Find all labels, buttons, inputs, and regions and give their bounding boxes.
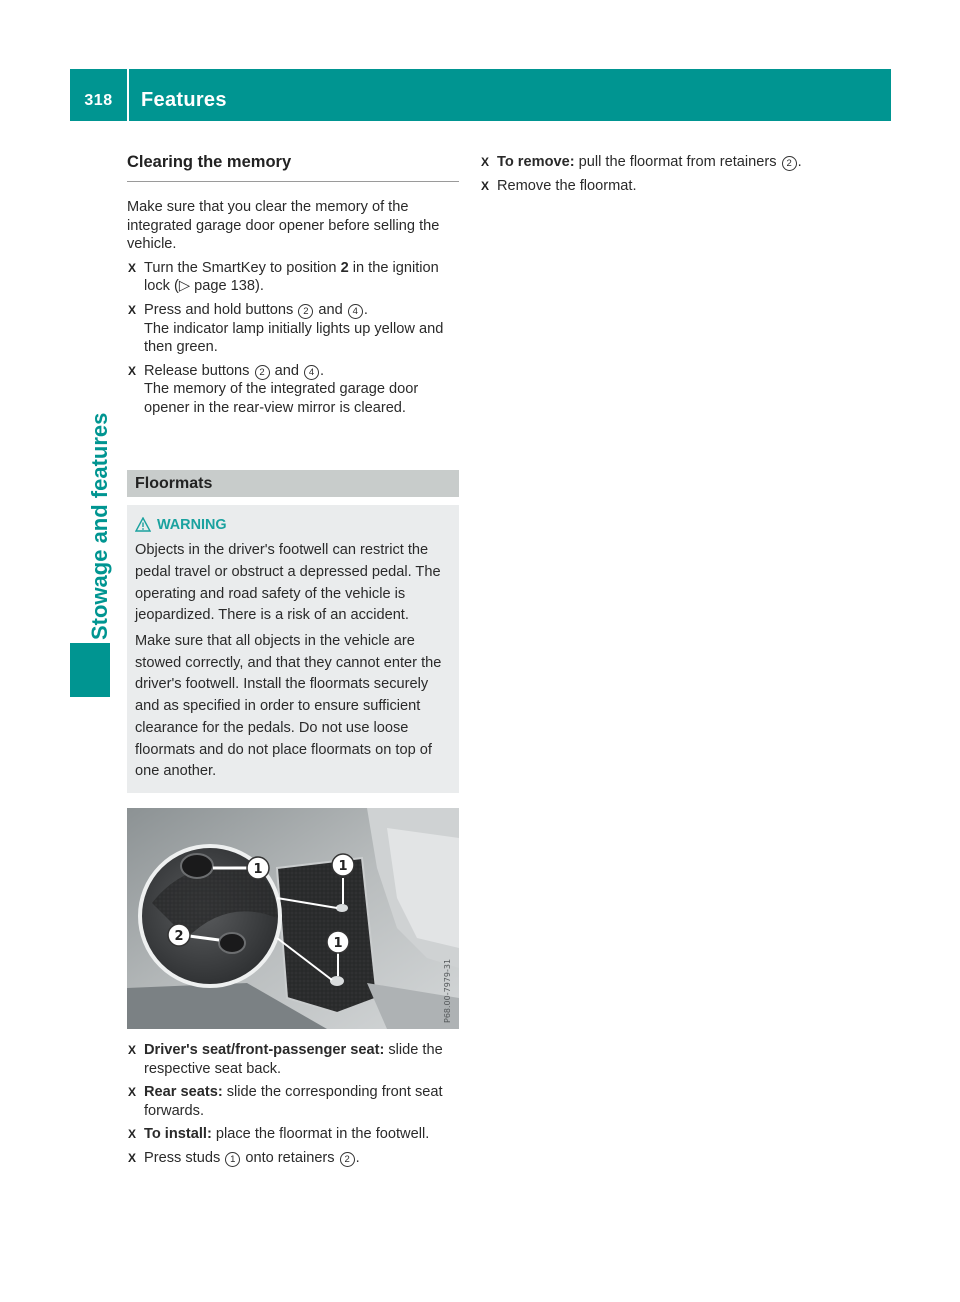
svg-text:2: 2 bbox=[174, 928, 184, 944]
svg-text:1: 1 bbox=[253, 861, 263, 877]
step-arrow-icon: X bbox=[128, 1150, 137, 1165]
clearing-step-2: X Press and hold buttons 2 and 4 . The indicator lamp initially lights up yellow and then green. bbox=[128, 301, 444, 356]
svg-text:1: 1 bbox=[338, 858, 348, 874]
remove-step-2: X Remove the floormat. bbox=[481, 177, 637, 194]
warning-header bbox=[135, 515, 451, 537]
warning-triangle-icon bbox=[135, 517, 151, 532]
left-column bbox=[127, 150, 459, 1168]
callout-number: 2 bbox=[255, 365, 270, 380]
floormat-illustration bbox=[127, 808, 459, 1029]
step-arrow-icon: X bbox=[128, 363, 137, 378]
step-arrow-icon: X bbox=[128, 302, 137, 317]
warning-box bbox=[127, 505, 459, 793]
clearing-step-3: X Release buttons 2 and 4 . The memory of the integrated garage door opener in the rear-view mirror is cleared. bbox=[128, 362, 419, 416]
warning-paragraph-1: Objects in the driver's footwell can restrict the pedal travel or obstruct a depressed pedal. The operating and road safety of the vehicle is jeopardized. There is a risk of an accident. bbox=[135, 542, 441, 624]
clearing-memory-heading: Clearing the memory bbox=[127, 150, 459, 182]
floormats-heading: Floormats bbox=[127, 470, 459, 497]
step-arrow-icon: X bbox=[128, 260, 137, 275]
step-arrow-icon: X bbox=[481, 178, 490, 193]
page-header bbox=[70, 69, 891, 121]
clearing-intro: Make sure that you clear the memory of the integrated garage door opener before selling the vehicle. bbox=[127, 199, 440, 253]
callout-number: 2 bbox=[298, 304, 313, 319]
floormat-step-4: X Press studs 1 onto retainers 2 . bbox=[128, 1149, 360, 1166]
floormat-figure bbox=[127, 808, 459, 1029]
step-result: The indicator lamp initially lights up yellow and then green. bbox=[144, 320, 444, 356]
step-arrow-icon: X bbox=[128, 1127, 137, 1142]
svg-text:1: 1 bbox=[333, 935, 343, 951]
callout-number: 2 bbox=[782, 156, 797, 171]
remove-step-1: X To remove: pull the floormat from retainers 2 . bbox=[481, 154, 802, 170]
side-tab-label: Stowage and features bbox=[87, 412, 112, 640]
page-ref-link[interactable]: page 138). bbox=[190, 278, 264, 295]
floormat-step-3: X To install: place the floormat in the footwell. bbox=[128, 1126, 430, 1143]
callout-number: 4 bbox=[304, 365, 319, 380]
step-arrow-icon: X bbox=[128, 1085, 137, 1100]
callout-number: 4 bbox=[348, 304, 363, 319]
clearing-step-1: X Turn the SmartKey to position 2 in the ignition lock (▷ page 138). bbox=[128, 259, 439, 295]
step-arrow-icon: X bbox=[481, 155, 490, 169]
warning-title: WARNING bbox=[157, 516, 227, 533]
floormat-step-2: X Rear seats: slide the corresponding front seat forwards. bbox=[128, 1084, 443, 1119]
floormat-step-1: X Driver's seat/front-passenger seat: slide the respective seat back. bbox=[128, 1041, 443, 1077]
callout-number: 2 bbox=[340, 1152, 355, 1167]
header-divider bbox=[127, 69, 129, 121]
side-tab-marker bbox=[70, 643, 110, 697]
step-result: The memory of the integrated garage door opener in the rear-view mirror is cleared. bbox=[144, 381, 419, 416]
right-column bbox=[480, 150, 810, 195]
figure-code: P68.00-7979-31 bbox=[443, 958, 452, 1023]
page-ref-icon: ▷ bbox=[178, 278, 191, 295]
callout-number: 1 bbox=[225, 1152, 240, 1167]
header-title: Features bbox=[141, 89, 227, 111]
page-number: 318 bbox=[84, 92, 113, 109]
warning-paragraph-2: Make sure that all objects in the vehicle are stowed correctly, and that they cannot enter the driver's footwell. Install the floormats securely and as specified in order to ensure sufficient clearance for the pedals. Do not use loose floormats and do not place floormats on top of one another. bbox=[135, 633, 442, 780]
step-arrow-icon: X bbox=[128, 1042, 137, 1057]
